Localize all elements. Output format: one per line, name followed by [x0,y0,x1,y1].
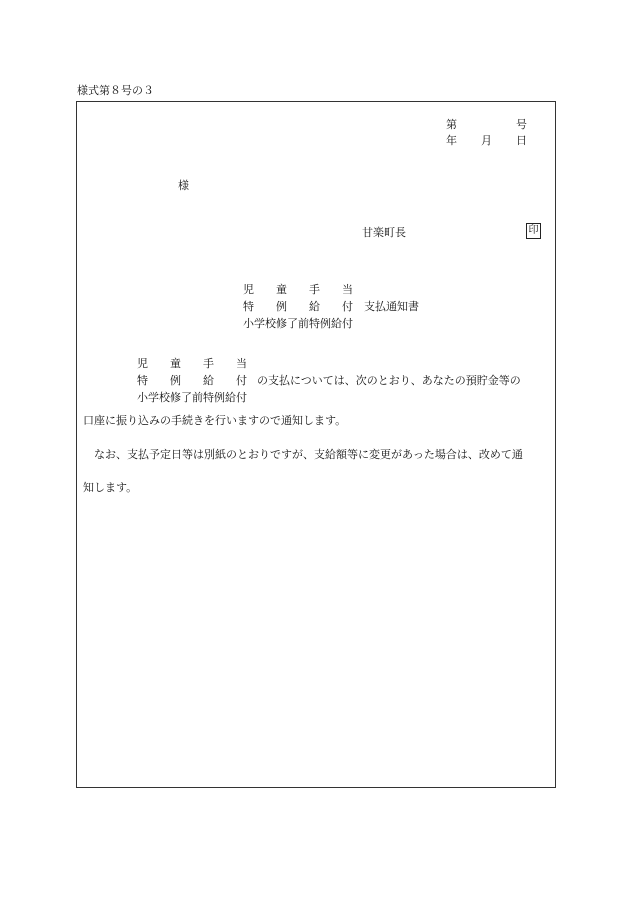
title-line-2-suffix: 支払通知書 [364,300,419,313]
date-day: 日 [516,134,527,147]
body-continuation: 口座に振り込みの手続きを行いますので通知します。 [83,414,347,427]
title-line-3: 小学校修了前特例給付 [243,317,353,330]
recipient-honorific: 様 [178,179,189,192]
title-line-2-main: 特 例 給 付 [243,300,353,313]
body-block-line-2-main: 特 例 給 付 [137,374,247,387]
body-block-line-2 [137,372,521,389]
body-block-line-1: 児 童 手 当 [137,357,247,370]
document-number-prefix: 第 [446,118,457,131]
document-title [243,281,419,332]
body-note-line-1: なお、支払予定日等は別紙のとおりですが、支給額等に変更があった場合は、改めて通 [94,448,523,461]
body-note-line-2: 知します。 [83,481,138,494]
date-year: 年 [446,134,457,147]
seal-stamp: 印 [526,223,541,239]
title-line-2 [243,298,419,315]
date-month: 月 [481,134,492,147]
document-frame [76,101,556,788]
document-number-suffix: 号 [516,118,527,131]
body-block-line-3: 小学校修了前特例給付 [137,391,247,404]
body-block-line-2-text: の支払については、次のとおり、あなたの預貯金等の [257,374,521,387]
body-stacked-block [137,355,521,406]
issuer-name: 甘楽町長 [362,226,406,239]
title-line-1: 児 童 手 当 [243,283,353,296]
form-label: 様式第８号の３ [77,84,154,97]
